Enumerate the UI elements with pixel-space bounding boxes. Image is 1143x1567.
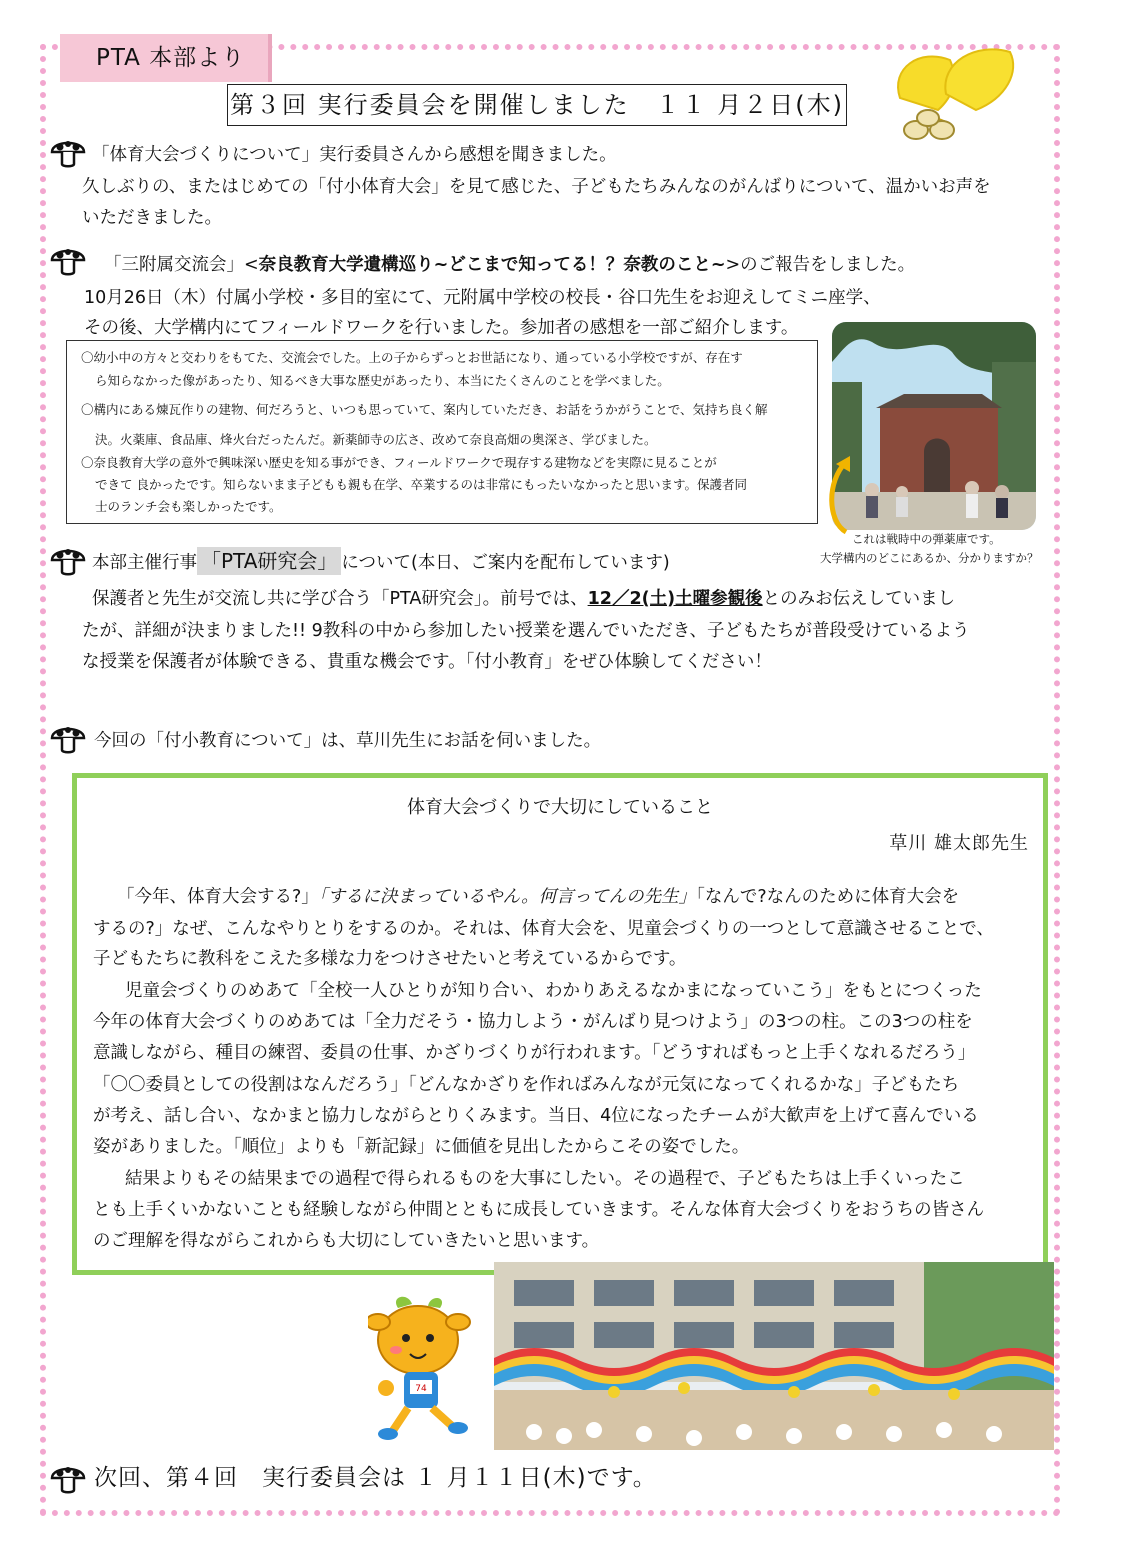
article-line: 児童会づくりのめあて「全校一人ひとりが知り合い、わかりあえるなかまになっていこう」をもとにつくった [125,981,982,1001]
mushroom-icon [50,244,86,276]
meeting-headline: 第３回 実行委員会を開催しました １１ 月２日(木) [227,84,847,126]
quote-line: 〇幼小中の方々と交わりをもてた、交流会でした。上の子からずっとお世話になり、通っている小学校ですが、存在す [81,350,743,365]
section3-line1: 保護者と先生が交流し共に学び合う「PTA研究会」。前号では、12／2(土)土曜参観後とのみお伝えしていまし [92,589,956,609]
sports-day-photo [494,1262,1054,1450]
section4-title: 今回の「付小教育について」は、草川先生にお話を伺いました。 [94,731,602,751]
arrow-icon [820,452,864,538]
article-line: が考え、話し合い、なかまと協力しながらとりくみます。当日、4位になったチームが大歓声を上げて喜んでいる [93,1106,979,1126]
mushroom-icon [50,544,86,576]
article-line: 意識しながら、種目の練習、委員の仕事、かざりづくりが行われます。「どうすればもっと上手くなれるだろう」 [93,1043,976,1063]
section1-line1: 久しぶりの、またはじめての「付小体育大会」を見て感じた、子どもたちみんなのがんばりについて、温かいお声を [82,177,991,197]
section2-line1: 10月26日（木）付属小学校・多目的室にて、元附属中学校の校長・谷口先生をお迎えしてミニ座学、 [84,288,881,308]
mushroom-icon [50,1462,86,1494]
article-line: のご理解を得ながらこれからも大切にしていきたいと思います。 [93,1231,600,1251]
quote-line: ら知らなかった像があったり、知るべき大事な歴史があったり、本当にたくさんのことを学べました。 [95,373,670,388]
section-tab: PTA 本部より [60,34,272,82]
article-line: とも上手くいかないことも経験しながら仲間とともに成長していきます。そんな体育大会づくりをおうちの皆さん [93,1200,985,1220]
mascot-bib: 74 [415,1384,427,1394]
ginkgo-leaf-icon [880,38,1032,142]
article-line: するの?」なぜ、こんなやりとりをするのか。それは、体育大会を、児童会づくりの一つとして意識させることで、 [93,919,994,939]
article-line: 今年の体育大会づくりのめあては「全力だそう・協力しよう・がんばり見つけよう」の3つの柱。この3つの柱を [93,1012,973,1032]
article-line: 「今年、体育大会する?」「するに決まっているやん。何言ってんの先生」「なんで?なんのために体育大会を [117,887,960,907]
section2-title: 「三附属交流会」<奈良教育大学遺構巡り~どこまで知ってる！？奈教のこと~>のご報告をしました。 [104,255,916,275]
participant-quotes [66,340,818,524]
section1-title: 「体育大会づくりについて」実行委員さんから感想を聞きました。 [92,145,617,165]
section3-line2: たが、詳細が決まりました!! 9教科の中から参加したい授業を選んでいただき、子どもたちが普段受けているよう [82,621,970,641]
quote-line: 決。火薬庫、食品庫、烽火台だったんだ。新薬師寺の広さ、改めて奈良高畑の奥深さ、学びました。 [95,432,657,447]
section3-title: 本部主催行事 「PTA研究会」 について(本日、ご案内を配布しています) [92,549,670,573]
quote-line: 士のランチ会も楽しかったです。 [95,499,282,514]
article-line: 「〇〇委員としての役割はなんだろう」「どんなかざりを作ればみんなが元気になってくれるかな」子どもたち [93,1075,960,1095]
mushroom-icon [50,136,86,168]
photo-caption: 大学構内のどこにあるか、分かりますか？ [820,551,1039,565]
quote-line: 〇奈良教育大学の意外で興味深い歴史を知る事ができ、フィールドワークで現存する建物などを実際に見ることが [81,455,717,470]
article-author: 草川 雄太郎先生 [889,833,1029,854]
mushroom-icon [50,722,86,754]
quote-line: 〇構内にある煉瓦作りの建物、何だろうと、いつも思っていて、案内していただき、お話をうかがうことで、気持ち良く解 [81,402,768,417]
article-title: 体育大会づくりで大切にしていること [407,797,713,818]
article-line: 姿がありました。「順位」よりも「新記録」に価値を見出したからこその姿でした。 [93,1137,750,1157]
section2-line2: その後、大学構内にてフィールドワークを行いました。参加者の感想を一部ご紹介します。 [84,318,799,338]
article-line: 子どもたちに教科をこえた多様な力をつけさせたいと考えているからです。 [93,949,687,969]
section3-line3: な授業を保護者が体験できる、貴重な機会です。「付小教育」をぜひ体験してください！ [82,652,772,672]
teacher-article [72,773,1048,1275]
quote-line: できて 良かったです。知らないまま子どもも親も在学、卒業するのは非常にもったいなかったと思います。保護者同 [95,477,747,492]
next-meeting: 次回、第４回 実行委員会は １ 月１１日(木)です。 [94,1465,657,1491]
photo-caption: これは戦時中の弾薬庫です。 [852,532,1001,546]
mascot-runner-icon [368,1292,488,1442]
article-line: 結果よりもその結果までの過程で得られるものを大事にしたい。その過程で、子どもたちは上手くいったこ [125,1169,965,1189]
section1-line2: いただきました。 [82,208,222,228]
